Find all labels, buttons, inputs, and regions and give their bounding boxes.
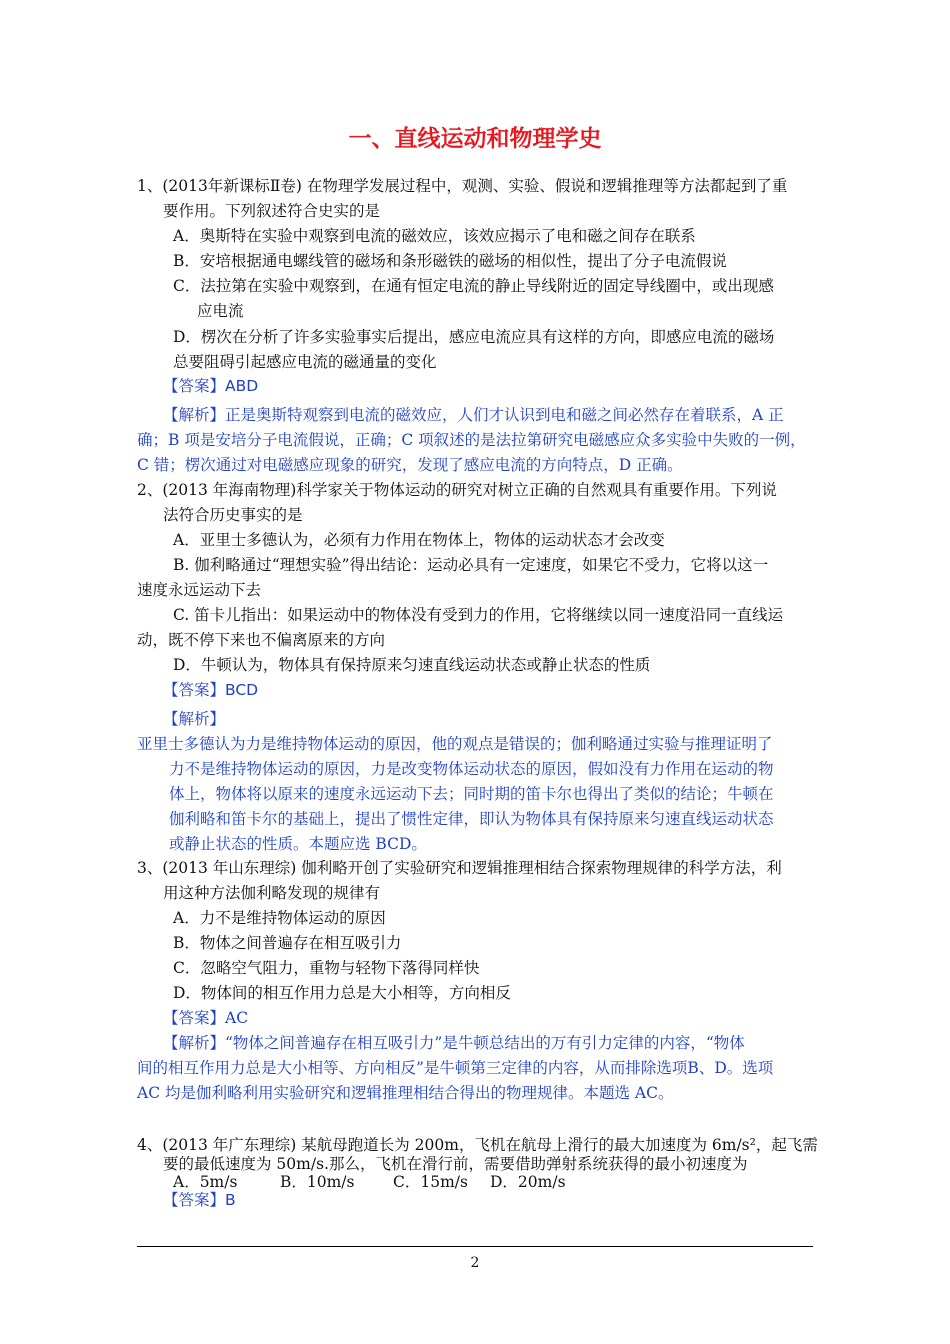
q2-analysis-line1: 亚里士多德认为力是维持物体运动的原因，他的观点是错误的；伽利略通过实验与推理证明了 (137, 735, 773, 753)
q3-option-c: C．忽略空气阻力，重物与轻物下落得同样快 (173, 959, 480, 977)
q2-stem-line2: 法符合历史事实的是 (163, 506, 303, 524)
q3-stem-line2: 用这种方法伽利略发现的规律有 (163, 884, 381, 902)
q2-analysis-line2: 力不是维持物体运动的原因，力是改变物体运动状态的原因，假如没有力作用在运动的物 (169, 760, 774, 778)
q1-option-d-line1: D．楞次在分析了许多实验事实后提出，感应电流应具有这样的方向，即感应电流的磁场 (173, 328, 775, 346)
q3-option-b: B．物体之间普遍存在相互吸引力 (173, 934, 402, 952)
q2-option-c-line2: 动，既不停下来也不偏离原来的方向 (137, 631, 386, 649)
q4-option-b: B．10m/s (280, 1173, 355, 1191)
q1-stem-line2: 要作用。下列叙述符合史实的是 (163, 202, 381, 220)
q2-answer: 【答案】BCD (163, 681, 259, 699)
page-title: 一、直线运动和物理学史 (348, 126, 602, 152)
q4-option-a: A．5m/s (173, 1173, 238, 1191)
q1-analysis-line2: 确；B 项是安培分子电流假说，正确；C 项叙述的是法拉第研究电磁感应众多实验中失败的一例， (137, 431, 806, 449)
q1-analysis-line1: 【解析】正是奥斯特观察到电流的磁效应，人们才认识到电和磁之间必然存在着联系，A 正 (163, 406, 784, 424)
footer-divider (137, 1246, 813, 1247)
q3-option-d: D．物体间的相互作用力总是大小相等，方向相反 (173, 984, 511, 1002)
q1-option-c-line2: 应电流 (197, 302, 244, 320)
q1-option-c-line1: C．法拉第在实验中观察到，在通有恒定电流的静止导线附近的固定导线圈中，或出现感 (173, 277, 774, 295)
q4-stem-line2: 要的最低速度为 50m/s.那么，飞机在滑行前，需要借助弹射系统获得的最小初速度为 (163, 1155, 748, 1173)
q3-analysis-line3: AC 均是伽利略利用实验研究和逻辑推理相结合得出的物理规律。本题选 AC。 (137, 1084, 674, 1102)
q1-option-b: B．安培根据通电螺线管的磁场和条形磁铁的磁场的相似性，提出了分子电流假说 (173, 252, 727, 270)
q2-analysis-label: 【解析】 (163, 710, 226, 728)
q2-option-d: D．牛顿认为，物体具有保持原来匀速直线运动状态或静止状态的性质 (173, 656, 651, 674)
q2-option-a: A．亚里士多德认为，必须有力作用在物体上，物体的运动状态才会改变 (173, 531, 665, 549)
q3-answer: 【答案】AC (163, 1009, 249, 1027)
q2-stem-line1: 2、(2013 年海南物理)科学家关于物体运动的研究对树立正确的自然观具有重要作用。下列说 (137, 481, 777, 499)
q4-stem-line1: 4、(2013 年广东理综) 某航母跑道长为 200m，飞机在航母上滑行的最大加速度为 6m/s²，起飞需 (137, 1136, 818, 1154)
q2-option-b-line1: B. 伽利略通过“理想实验”得出结论：运动必具有一定速度，如果它不受力，它将以这一 (173, 556, 769, 574)
page-number: 2 (470, 1255, 480, 1271)
q3-analysis-line1: 【解析】“物体之间普遍存在相互吸引力”是牛顿总结出的万有引力定律的内容，“物体 (163, 1034, 745, 1052)
q3-option-a: A．力不是维持物体运动的原因 (173, 909, 386, 927)
q2-option-b-line2: 速度永远运动下去 (137, 581, 262, 599)
q2-analysis-line4: 伽利略和笛卡尔的基础上，提出了惯性定律，即认为物体具有保持原来匀速直线运动状态 (169, 810, 774, 828)
q1-stem-line1: 1、(2013年新课标Ⅱ卷) 在物理学发展过程中，观测、实验、假说和逻辑推理等方法都起到了重 (137, 177, 788, 195)
q1-answer: 【答案】ABD (163, 377, 259, 395)
q1-option-a: A．奥斯特在实验中观察到电流的磁效应，该效应揭示了电和磁之间存在联系 (173, 227, 696, 245)
q1-option-d-line2: 总要阻碍引起感应电流的磁通量的变化 (173, 353, 437, 371)
q1-analysis-line3: C 错；楞次通过对电磁感应现象的研究，发现了感应电流的方向特点，D 正确。 (137, 456, 683, 474)
q4-answer: 【答案】B (163, 1191, 236, 1209)
q2-option-c-line1: C. 笛卡儿指出：如果运动中的物体没有受到力的作用，它将继续以同一速度沿同一直线运 (173, 606, 784, 624)
q4-option-d: D．20m/s (490, 1173, 566, 1191)
q4-option-c: C．15m/s (393, 1173, 468, 1191)
q3-stem-line1: 3、(2013 年山东理综) 伽利略开创了实验研究和逻辑推理相结合探索物理规律的科学方法，利 (137, 859, 782, 877)
q2-analysis-line3: 体上，物体将以原来的速度永远运动下去；同时期的笛卡尔也得出了类似的结论；牛顿在 (169, 785, 774, 803)
q2-analysis-line5: 或静止状态的性质。本题应选 BCD。 (169, 835, 427, 853)
q3-analysis-line2: 间的相互作用力总是大小相等、方向相反”是牛顿第三定律的内容，从而排除选项B、D。选项 (137, 1059, 774, 1077)
